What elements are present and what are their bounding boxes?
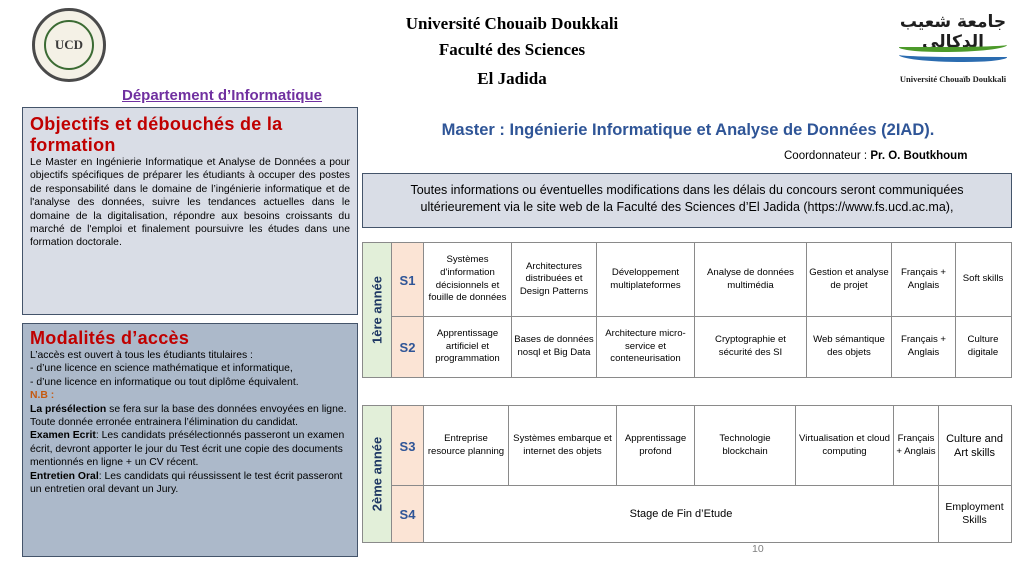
module-cell: Culture digitale [967, 334, 999, 358]
module-cell: Français + Anglais [894, 406, 939, 485]
logo-arabic-text: جامعة شعيب الدكالي [899, 12, 1007, 52]
written-exam-text: : Les candidats présélectionnés passeront un examen écrit, devront apporter le jour du Test écrit une copie des documents mentionnés en ligne + un CV récent. [30, 430, 345, 469]
year2-label: 2ème année [369, 436, 385, 512]
year1-label: 1ère année [369, 276, 385, 344]
oral-exam-text: : Les candidats qui réussissent le test écrit passeront un entretien oral devant un Jury. [30, 470, 343, 496]
nb-label: N.B : [30, 390, 55, 402]
module-cell: Architectures distribuées et Design Patterns [512, 243, 597, 316]
coordinator-label: Coordonnateur : [784, 150, 871, 162]
module-cell: Culture and Art skills [946, 432, 1003, 459]
module-cell: Entreprise resource planning [424, 406, 509, 485]
objectives-title: Objectifs et débouchés de la formation [30, 114, 283, 155]
year1-label-cell [363, 243, 392, 377]
module-cell: Gestion et analyse de projet [807, 243, 892, 316]
access-item: - d’une licence en informatique ou tout diplôme équivalent. [30, 376, 299, 388]
module-cell: Cryptographie et sécurité des SI [695, 317, 807, 377]
module-cell: Technologie blockchain [695, 406, 796, 485]
oral-exam-paragraph [30, 470, 350, 497]
written-exam-label: Examen Ecrit [30, 430, 96, 442]
university-name: Université Chouaib Doukkali [405, 14, 619, 33]
semester-s3: S3 [392, 406, 424, 486]
internship-cell: Stage de Fin d’Etude [424, 486, 939, 542]
module-cell: Systèmes embarque et internet des objets [509, 406, 617, 485]
module-cell: Français + Anglais [892, 317, 956, 377]
module-cell: Apprentissage profond [617, 406, 695, 485]
module-cell: Systèmes d'information décisionnels et fouille de données [424, 243, 512, 316]
access-item: - d’une licence en science mathématique et informatique, [30, 363, 293, 375]
module-cell: Développement multiplateformes [597, 243, 695, 316]
objectives-text: Le Master en Ingénierie Informatique et Analyse de Données a pour objectifs spécifiques de préparer les étudiants à occuper des postes de responsabilité dans le domaine de l’ingénierie informatique et de l'analyse des données, suivre les tendances actuelles dans le domaine de la digitalisation, répondre aux besoins croissants du marché de l'emploi et finalement poursuivre les études dans une formation doctorale. [30, 157, 350, 249]
semester-s2: S2 [392, 317, 424, 377]
preselection-label: La présélection [30, 403, 107, 415]
semester-s4: S4 [392, 486, 424, 542]
module-cell: Virtualisation et cloud computing [796, 406, 894, 485]
page-number: 10 [752, 543, 764, 555]
oral-exam-label: Entretien Oral [30, 470, 99, 482]
module-cell: Français + Anglais [892, 243, 956, 316]
written-exam-paragraph [30, 429, 350, 469]
access-intro: L’accès est ouvert à tous les étudiants titulaires : [30, 350, 253, 361]
objectives-panel [22, 107, 358, 315]
city-name: El Jadida [477, 69, 547, 88]
access-panel [22, 323, 358, 557]
seal-emblem: UCD [44, 20, 94, 70]
module-cell: Architecture micro-service et conteneurisation [597, 317, 695, 377]
logo-blue-wave [899, 50, 1007, 62]
info-notice: Toutes informations ou éventuelles modifications dans les délais du concours seront communiquées ultérieurement via le site web de la Faculté des Sciences d’El Jadida (https://www.fs.ucd.ac.ma), [362, 173, 1012, 228]
preselection-text: se fera sur la base des données envoyées en ligne. Toute donnée erronée entrainera l’élimination du candidat. [30, 403, 347, 429]
department-title: Département d’Informatique [122, 87, 323, 104]
module-cell: Bases de données nosql et Big Data [512, 317, 597, 377]
module-cell: Analyse de données multimédia [695, 243, 807, 316]
university-logo [895, 12, 1011, 92]
faculty-name: Faculté des Sciences [438, 40, 586, 59]
module-cell: Soft skills [962, 273, 1004, 285]
coordinator-name: Pr. O. Boutkhoum [870, 150, 968, 162]
access-text [30, 349, 350, 496]
module-cell: Apprentissage artificiel et programmation [424, 317, 512, 377]
coordinator-line [784, 150, 967, 162]
master-title: Master : Ingénierie Informatique et Analyse de Données (2IAD). [441, 121, 935, 139]
logo-latin-text: Université Chouaïb Doukkali [899, 74, 1007, 84]
year2-label-cell [363, 406, 392, 542]
semester-s1: S1 [392, 243, 424, 317]
module-cell: Employment Skills [945, 501, 1004, 526]
year1-table [362, 242, 1012, 378]
access-title: Modalités d’accès [30, 328, 190, 348]
preselection-paragraph [30, 403, 350, 430]
module-cell: Web sémantique des objets [807, 317, 892, 377]
year2-table [362, 405, 1012, 543]
